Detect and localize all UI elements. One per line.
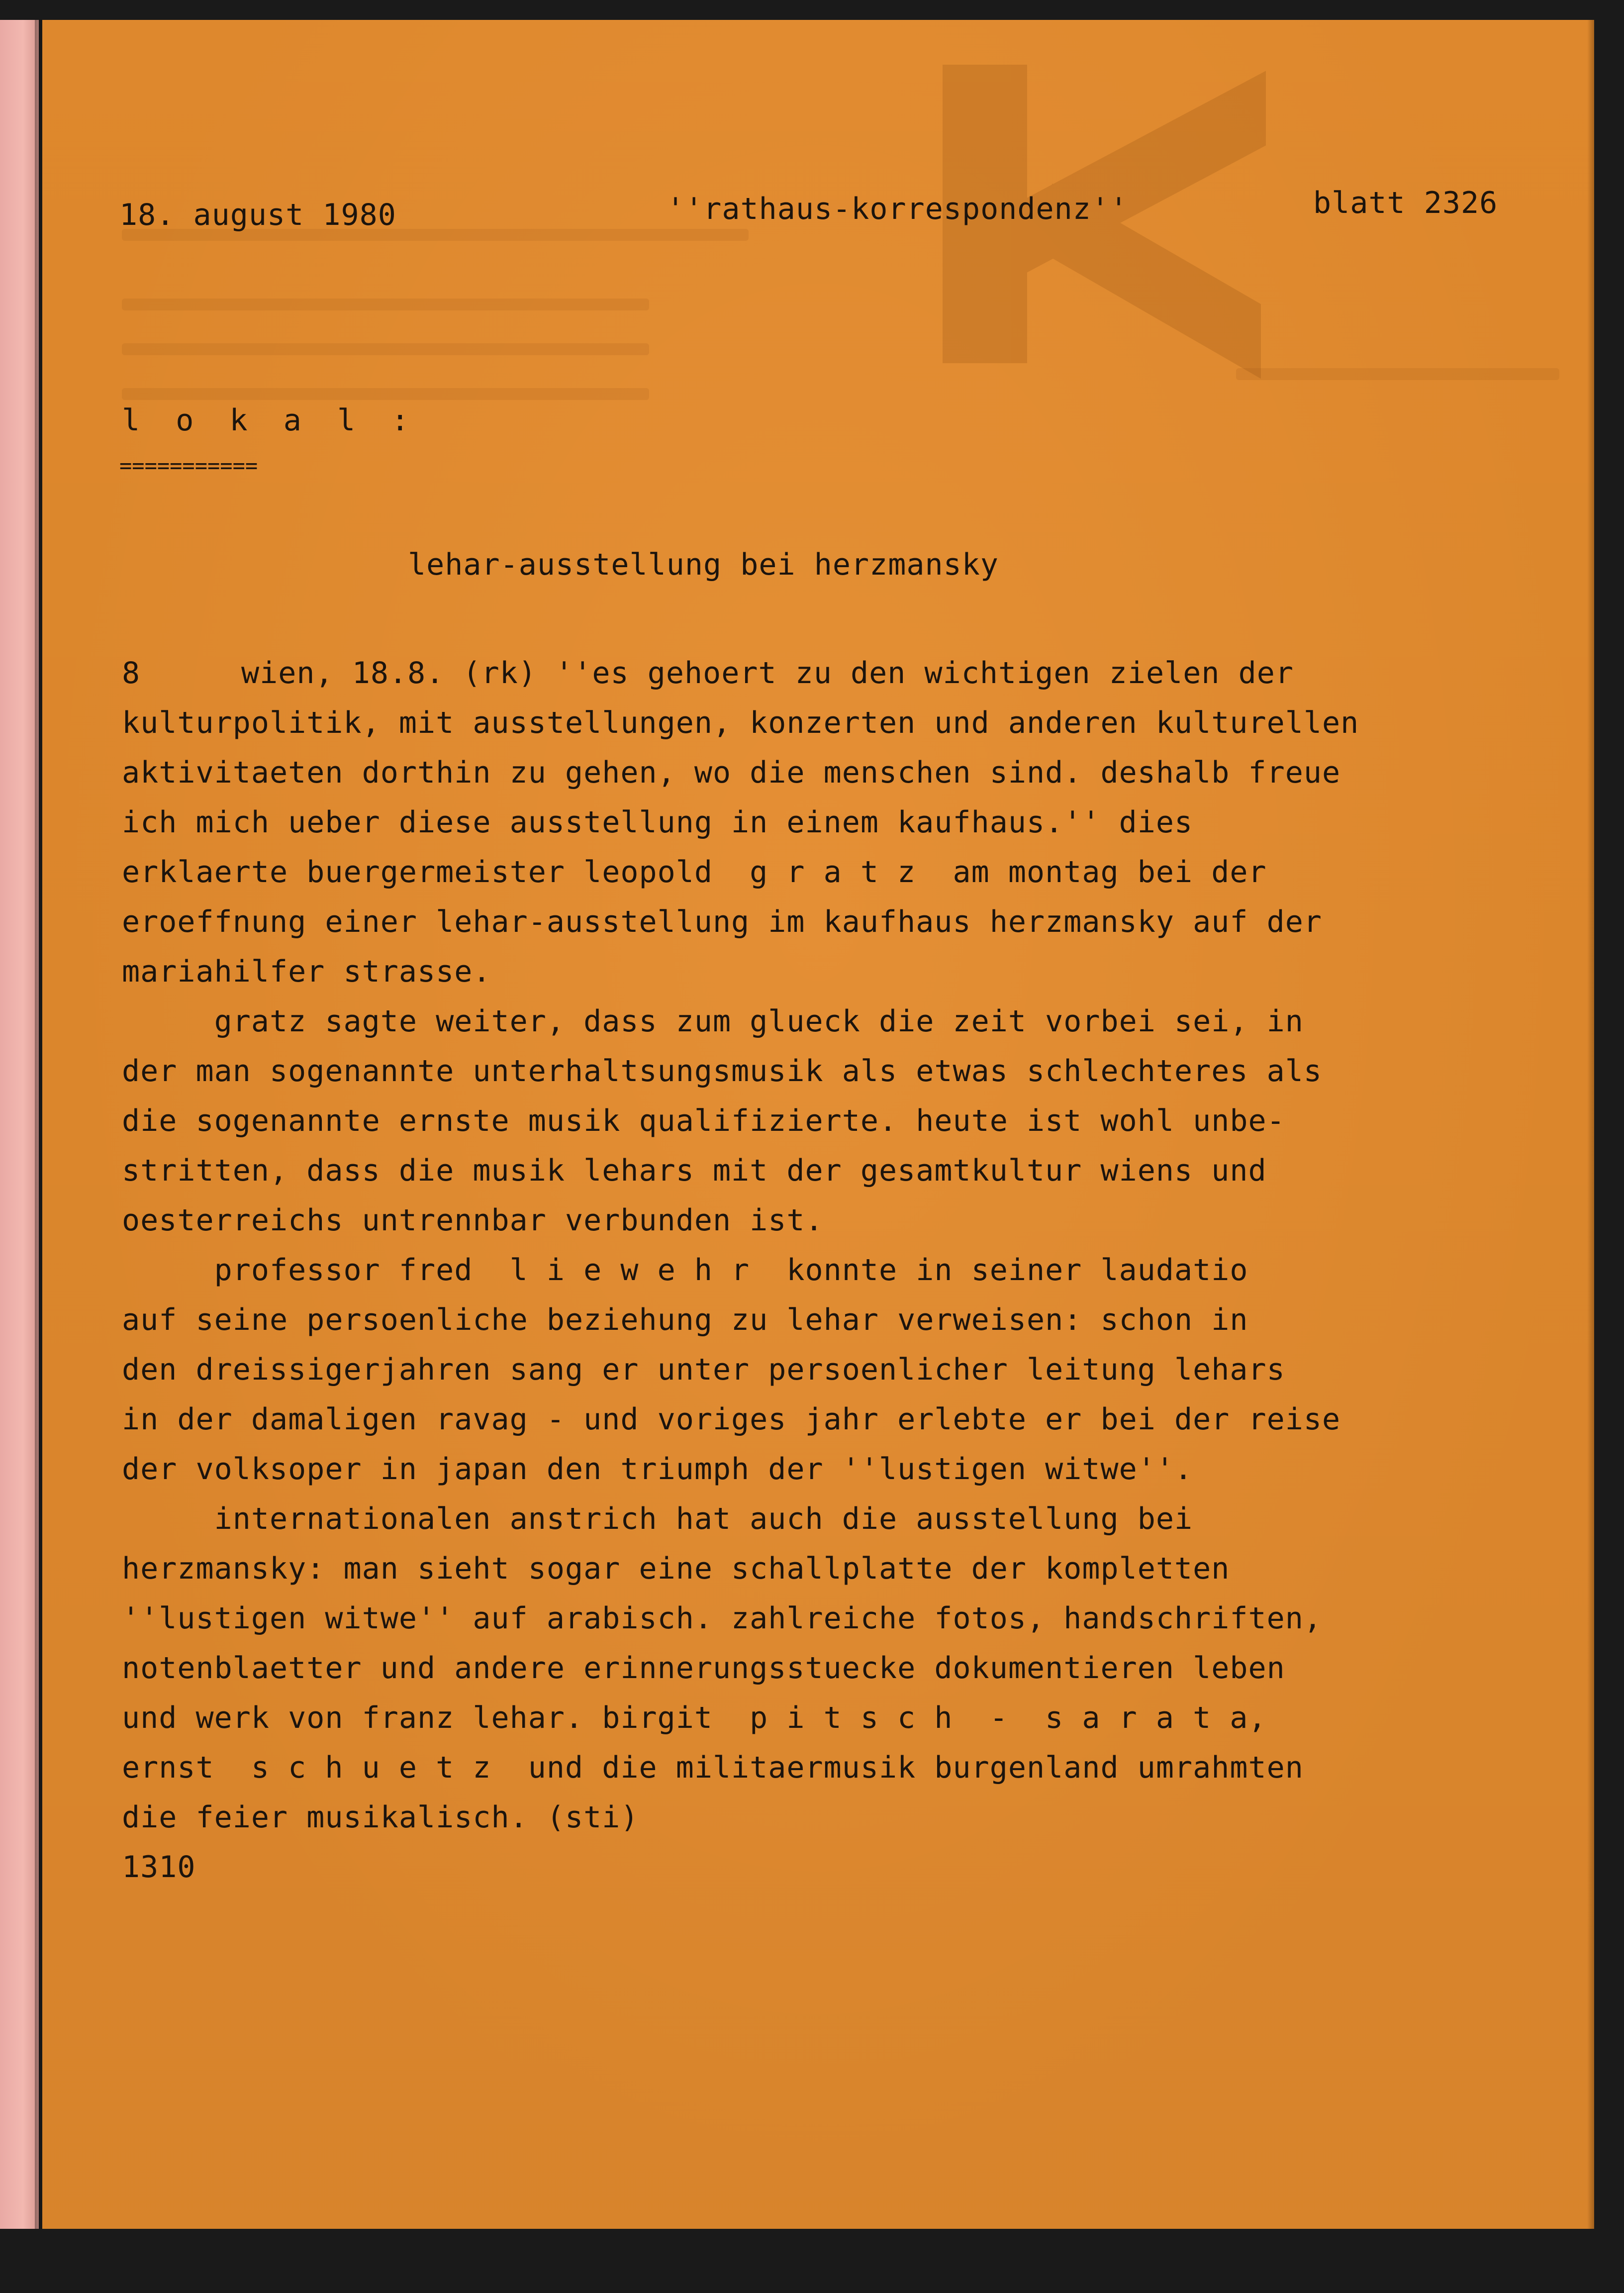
body-line: den dreissigerjahren sang er unter persoenlicher leitung lehars	[122, 1352, 1285, 1387]
article-title: lehar-ausstellung bei herzmansky	[408, 547, 999, 582]
body-line: und werk von franz lehar. birgit p i t s c h - s a r a t a,	[122, 1700, 1267, 1735]
article-number: 8	[122, 656, 141, 691]
article-first-line	[122, 648, 1564, 698]
body-line: mariahilfer strasse.	[122, 954, 491, 989]
publication-name: ''rathaus-korrespondenz''	[667, 192, 1129, 226]
body-line: notenblaetter und andere erinnerungsstuecke dokumentieren leben	[122, 1651, 1285, 1686]
body-line: aktivitaeten dorthin zu gehen, wo die menschen sind. deshalb freue	[122, 755, 1341, 790]
body-line: herzmansky: man sieht sogar eine schallplatte der kompletten	[122, 1551, 1230, 1586]
page-edge-pink	[0, 20, 39, 2229]
body-line: die feier musikalisch. (sti)	[122, 1800, 639, 1835]
body-line: professor fred l i e w e h r konnte in seiner laudatio	[122, 1253, 1248, 1288]
body-line: der volksoper in japan den triumph der ''lustigen witwe''.	[122, 1452, 1193, 1487]
body-line: wien, 18.8. (rk) ''es gehoert zu den wichtigen zielen der	[241, 656, 1294, 691]
section-underline: ===========	[119, 453, 258, 478]
showthrough-line	[122, 299, 649, 310]
body-line: internationalen anstrich hat auch die ausstellung bei	[122, 1501, 1193, 1536]
article-body	[122, 648, 1564, 1892]
body-line: ich mich ueber diese ausstellung in einem kaufhaus.'' dies	[122, 805, 1193, 840]
header-date: 18. august 1980	[119, 198, 396, 232]
body-line: eroeffnung einer lehar-ausstellung im kaufhaus herzmansky auf der	[122, 904, 1322, 939]
showthrough-line	[122, 343, 649, 355]
body-line: gratz sagte weiter, dass zum glueck die zeit vorbei sei, in	[122, 1004, 1304, 1039]
body-line: in der damaligen ravag - und voriges jahr erlebte er bei der reise	[122, 1402, 1341, 1437]
body-line: kulturpolitik, mit ausstellungen, konzerten und anderen kulturellen	[122, 705, 1359, 740]
body-line: der man sogenannte unterhaltsungsmusik als etwas schlechteres als	[122, 1054, 1322, 1089]
showthrough-line	[122, 388, 649, 400]
body-line: die sogenannte ernste musik qualifizierte. heute ist wohl unbe-	[122, 1103, 1285, 1138]
sheet-number: blatt 2326	[1313, 186, 1498, 220]
showthrough-line	[1236, 368, 1559, 380]
body-line: auf seine persoenliche beziehung zu lehar verweisen: schon in	[122, 1302, 1248, 1337]
body-line: stritten, dass die musik lehars mit der gesamtkultur wiens und	[122, 1153, 1267, 1188]
body-line: ernst s c h u e t z und die militaermusik burgenland umrahmten	[122, 1750, 1304, 1785]
body-line: erklaerte buergermeister leopold g r a t z am montag bei der	[122, 855, 1267, 890]
body-line: ''lustigen witwe'' auf arabisch. zahlreiche fotos, handschriften,	[122, 1601, 1322, 1636]
body-line: oesterreichs untrennbar verbunden ist.	[122, 1203, 824, 1238]
page-right-shadow	[1587, 20, 1594, 2229]
section-label: l o k a l :	[122, 403, 418, 438]
footer-code: 1310	[122, 1850, 196, 1885]
